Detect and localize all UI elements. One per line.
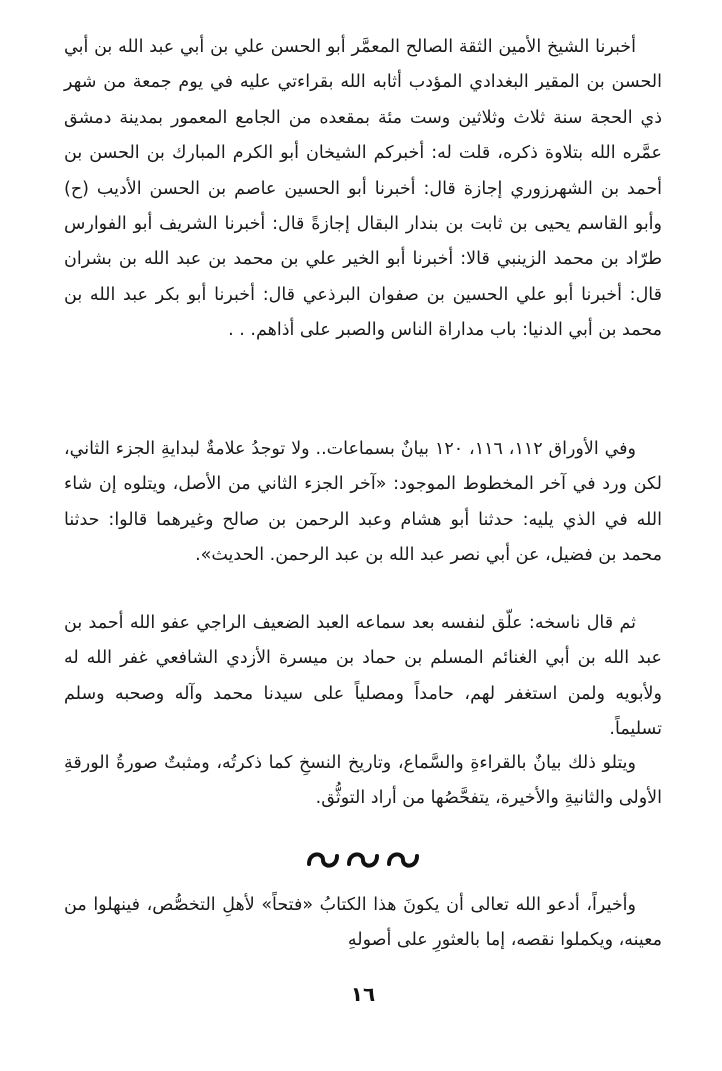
page-number: ١٦ bbox=[350, 982, 376, 1006]
book-page bbox=[64, 30, 662, 1030]
section-divider-ornament bbox=[64, 845, 662, 881]
ornament-icon bbox=[303, 848, 423, 872]
paragraph-manuscript-leaves: وفي الأوراق ١١٢، ١١٦، ١٢٠ بيانٌ بسماعات.. ولا توجدُ علامةٌ لبدايةِ الجزء الثاني، لكن ورد في آخر المخطوط الموجود: «آخر الجزء الثاني من الأصل، ويتلوه إن شاء الله في الذي يليه: حدثنا أبو هشام وعبد الرحمن بن صالح وغيرهما قالوا: حدثنا محمد بن فضيل، عن أبي نصر عبد الله بن عبد الرحمن. الحديث». bbox=[64, 439, 662, 566]
paragraph-audition-statement: ويتلو ذلك بيانٌ بالقراءةِ والسَّماع، وتاريخ النسخِ كما ذكرتُه، ومثبتٌ صورةُ الورقةِ الأولى والثانيةِ والأخيرة، يتفحَّصُها من أراد التوثُّق. bbox=[64, 753, 662, 809]
paragraph-closing: وأخيراً، أدعو الله تعالى أن يكونَ هذا الكتابُ «فتحاً» لأهلِ التخصُّص، فينهلوا من معينه، ويكملوا نقصه، إما بالعثورِ على أصولهِ bbox=[64, 895, 662, 951]
paragraph-copyist-note: ثم قال ناسخه: علّق لنفسه بعد سماعه العبد الضعيف الراجي عفو الله أحمد بن عبد الله بن أبي الغنائم المسلم بن حماد بن ميسرة الأزدي الشافعي غفر الله له ولأبويه ولمن استغفر لهم، حامداً ومصلياً على سيدنا محمد وآله وصحبه وسلم تسليماً. bbox=[64, 613, 662, 740]
paragraph-isnad: أخبرنا الشيخ الأمين الثقة الصالح المعمَّر أبو الحسن علي بن أبي عبد الله بن أبي الحسن بن المقير البغدادي المؤدب أثابه الله بقراءتي عليه في يوم جمعة من شهر ذي الحجة سنة ثلاث وثلاثين وست مئة بمقعده من الجامع المعمور بمدينة دمشق عمَّره الله بتلاوة ذكره، قلت له: أخبركم الشيخان أبو الكرم المبارك بن الحسن بن أحمد بن الشهرزوري إجازة قال: أخبرنا أبو الحسين عاصم بن الحسن الأديب (ح) وأبو القاسم يحيى بن ثابت بن بندار البقال إجازةً قال: أخبرنا الشريف أبو الفوارس طرّاد بن محمد الزينبي قالا: أخبرنا أبو الخير علي بن محمد بن عبد الله بن بشران قال: أخبرنا أبو علي الحسين بن صفوان البرذعي قال: أخبرنا أبو بكر عبد الله بن محمد بن أبي الدنيا: باب مداراة الناس والصبر على أذاهم. . . bbox=[64, 37, 662, 341]
